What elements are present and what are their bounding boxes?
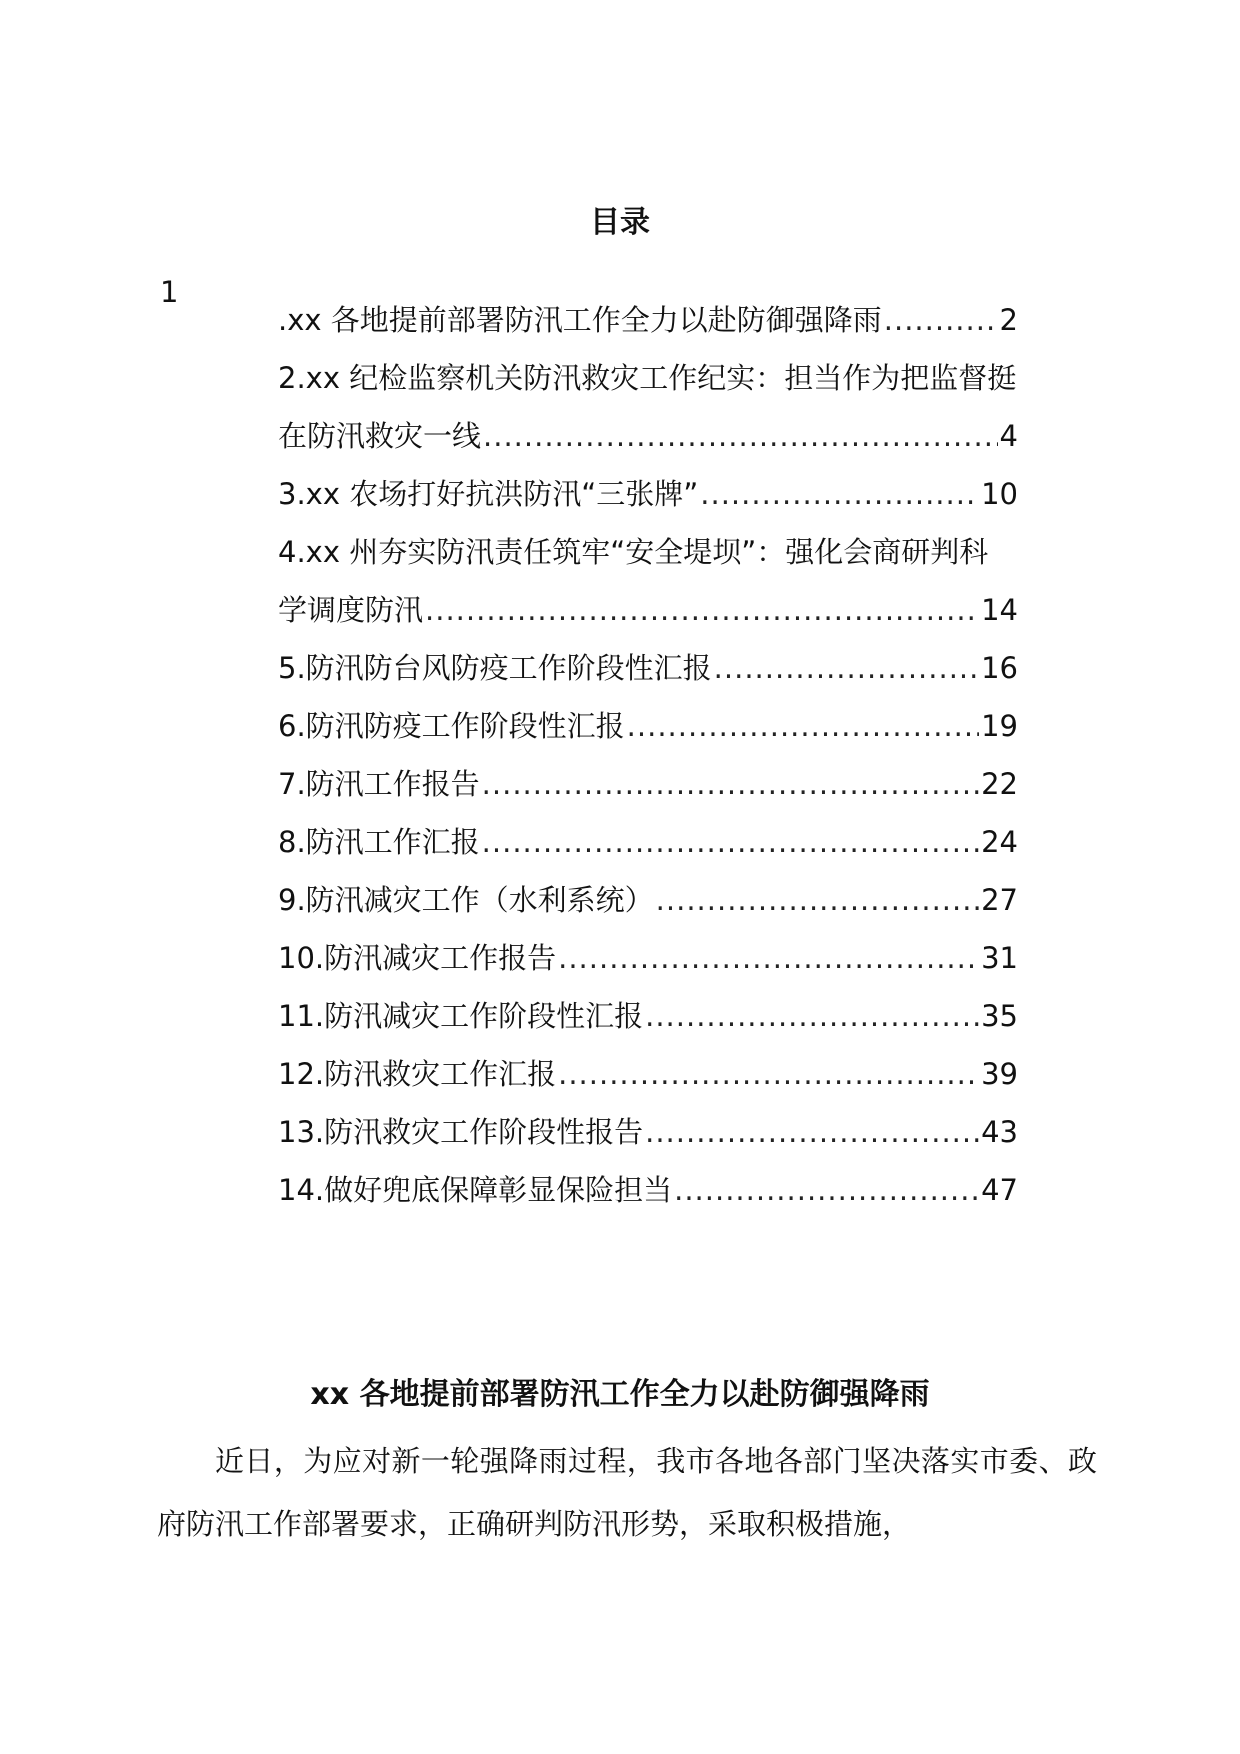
toc-entry-line (278, 469, 1018, 519)
toc-entry[interactable] (278, 295, 1018, 345)
toc-leader-dots (483, 411, 998, 461)
toc-entry-text: 11.防汛减灾工作阶段性汇报 (278, 999, 644, 1033)
toc-leader-dots (700, 469, 979, 519)
toc-leader-dots (714, 643, 979, 693)
toc-leader-dots (558, 1049, 979, 1099)
toc-entry[interactable] (278, 1165, 1018, 1215)
toc-entry-line (278, 1107, 1018, 1157)
article-body: 近日，为应对新一轮强降雨过程，我市各地各部门坚决落实市委、政府防汛工作部署要求，正确研判防汛形势，采取积极措施， (157, 1444, 1097, 1541)
toc-entry-text: 10.防汛减灾工作报告 (278, 941, 557, 975)
toc-entry-line (278, 295, 1018, 345)
toc-entry[interactable] (278, 643, 1018, 693)
toc-entry[interactable] (278, 991, 1018, 1041)
toc-entry-text: 6.防汛防疫工作阶段性汇报 (278, 709, 625, 743)
toc-leader-dots (482, 759, 979, 809)
toc-entry-line (278, 759, 1018, 809)
toc-entry-text: 在防汛救灾一线 (278, 419, 482, 453)
toc-entry[interactable] (278, 817, 1018, 867)
toc-entry-text: 9.防汛减灾工作（水利系统） (278, 883, 654, 917)
toc-entry-line (278, 701, 1018, 751)
toc-page-number: 16 (981, 651, 1018, 685)
toc-entry-line (278, 1049, 1018, 1099)
toc-page-number: 4 (999, 419, 1018, 453)
toc-page-number: 31 (981, 941, 1018, 975)
toc-leader-dots (558, 933, 979, 983)
toc-entry-line (278, 411, 1018, 461)
toc-entry[interactable] (278, 875, 1018, 925)
toc-entry-line (278, 933, 1018, 983)
toc-entry-line (278, 991, 1018, 1041)
toc-entry-line (278, 875, 1018, 925)
toc-entry-text: 12.防汛救灾工作汇报 (278, 1057, 557, 1091)
article-title: xx 各地提前部署防汛工作全力以赴防御强降雨 (310, 1377, 930, 1412)
toc-leader-dots (627, 701, 979, 751)
toc-leader-dots (656, 875, 979, 925)
toc-entry[interactable] (278, 353, 1018, 461)
toc-entry-line (278, 817, 1018, 867)
toc-leader-dots (884, 295, 998, 345)
toc-page-number: 43 (981, 1115, 1018, 1149)
toc-entry[interactable] (278, 1107, 1018, 1157)
toc-entry[interactable] (278, 527, 1018, 635)
toc-entry[interactable] (278, 701, 1018, 751)
toc-entry-text: 14.做好兜底保障彰显保险担当 (278, 1173, 673, 1207)
toc-entry-line (278, 1165, 1018, 1215)
toc-leader-dots (482, 817, 979, 867)
toc-entry-text: 学调度防汛 (278, 593, 424, 627)
toc-entry-text: 5.防汛防台风防疫工作阶段性汇报 (278, 651, 712, 685)
toc-leading-number: 1 (160, 275, 179, 309)
toc-entry-line (278, 353, 1018, 403)
toc-entry-text: .xx 各地提前部署防汛工作全力以赴防御强降雨 (278, 303, 882, 337)
toc-leader-dots (645, 991, 979, 1041)
toc-entry-line (278, 527, 1018, 577)
toc-entry[interactable] (278, 1049, 1018, 1099)
toc-page-number: 10 (981, 477, 1018, 511)
toc-page-number: 27 (981, 883, 1018, 917)
toc-entry-text: 13.防汛救灾工作阶段性报告 (278, 1115, 644, 1149)
toc-entry[interactable] (278, 759, 1018, 809)
toc-entry-line (278, 643, 1018, 693)
toc-page-number: 47 (981, 1173, 1018, 1207)
toc-page-number: 35 (981, 999, 1018, 1033)
toc-leader-dots (425, 585, 979, 635)
toc-entry-text: 2.xx 纪检监察机关防汛救灾工作纪实：担当作为把监督挺 (278, 361, 1017, 395)
toc-entry[interactable] (278, 469, 1018, 519)
toc-page-number: 2 (999, 303, 1018, 337)
toc-page-number: 22 (981, 767, 1018, 801)
toc-page-number: 19 (981, 709, 1018, 743)
toc-entry-text: 7.防汛工作报告 (278, 767, 480, 801)
toc-entry-text: 3.xx 农场打好抗洪防汛“三张牌” (278, 477, 699, 511)
toc-title: 目录 (590, 205, 650, 240)
toc-leader-dots (674, 1165, 979, 1215)
toc-entry-text: 4.xx 州夯实防汛责任筑牢“安全堤坝”：强化会商研判科 (278, 535, 989, 569)
toc-leader-dots (645, 1107, 979, 1157)
toc-entry-line (278, 585, 1018, 635)
toc-entry[interactable] (278, 933, 1018, 983)
toc-page-number: 14 (981, 593, 1018, 627)
toc-page-number: 24 (981, 825, 1018, 859)
toc-entry-text: 8.防汛工作汇报 (278, 825, 480, 859)
toc-page-number: 39 (981, 1057, 1018, 1091)
